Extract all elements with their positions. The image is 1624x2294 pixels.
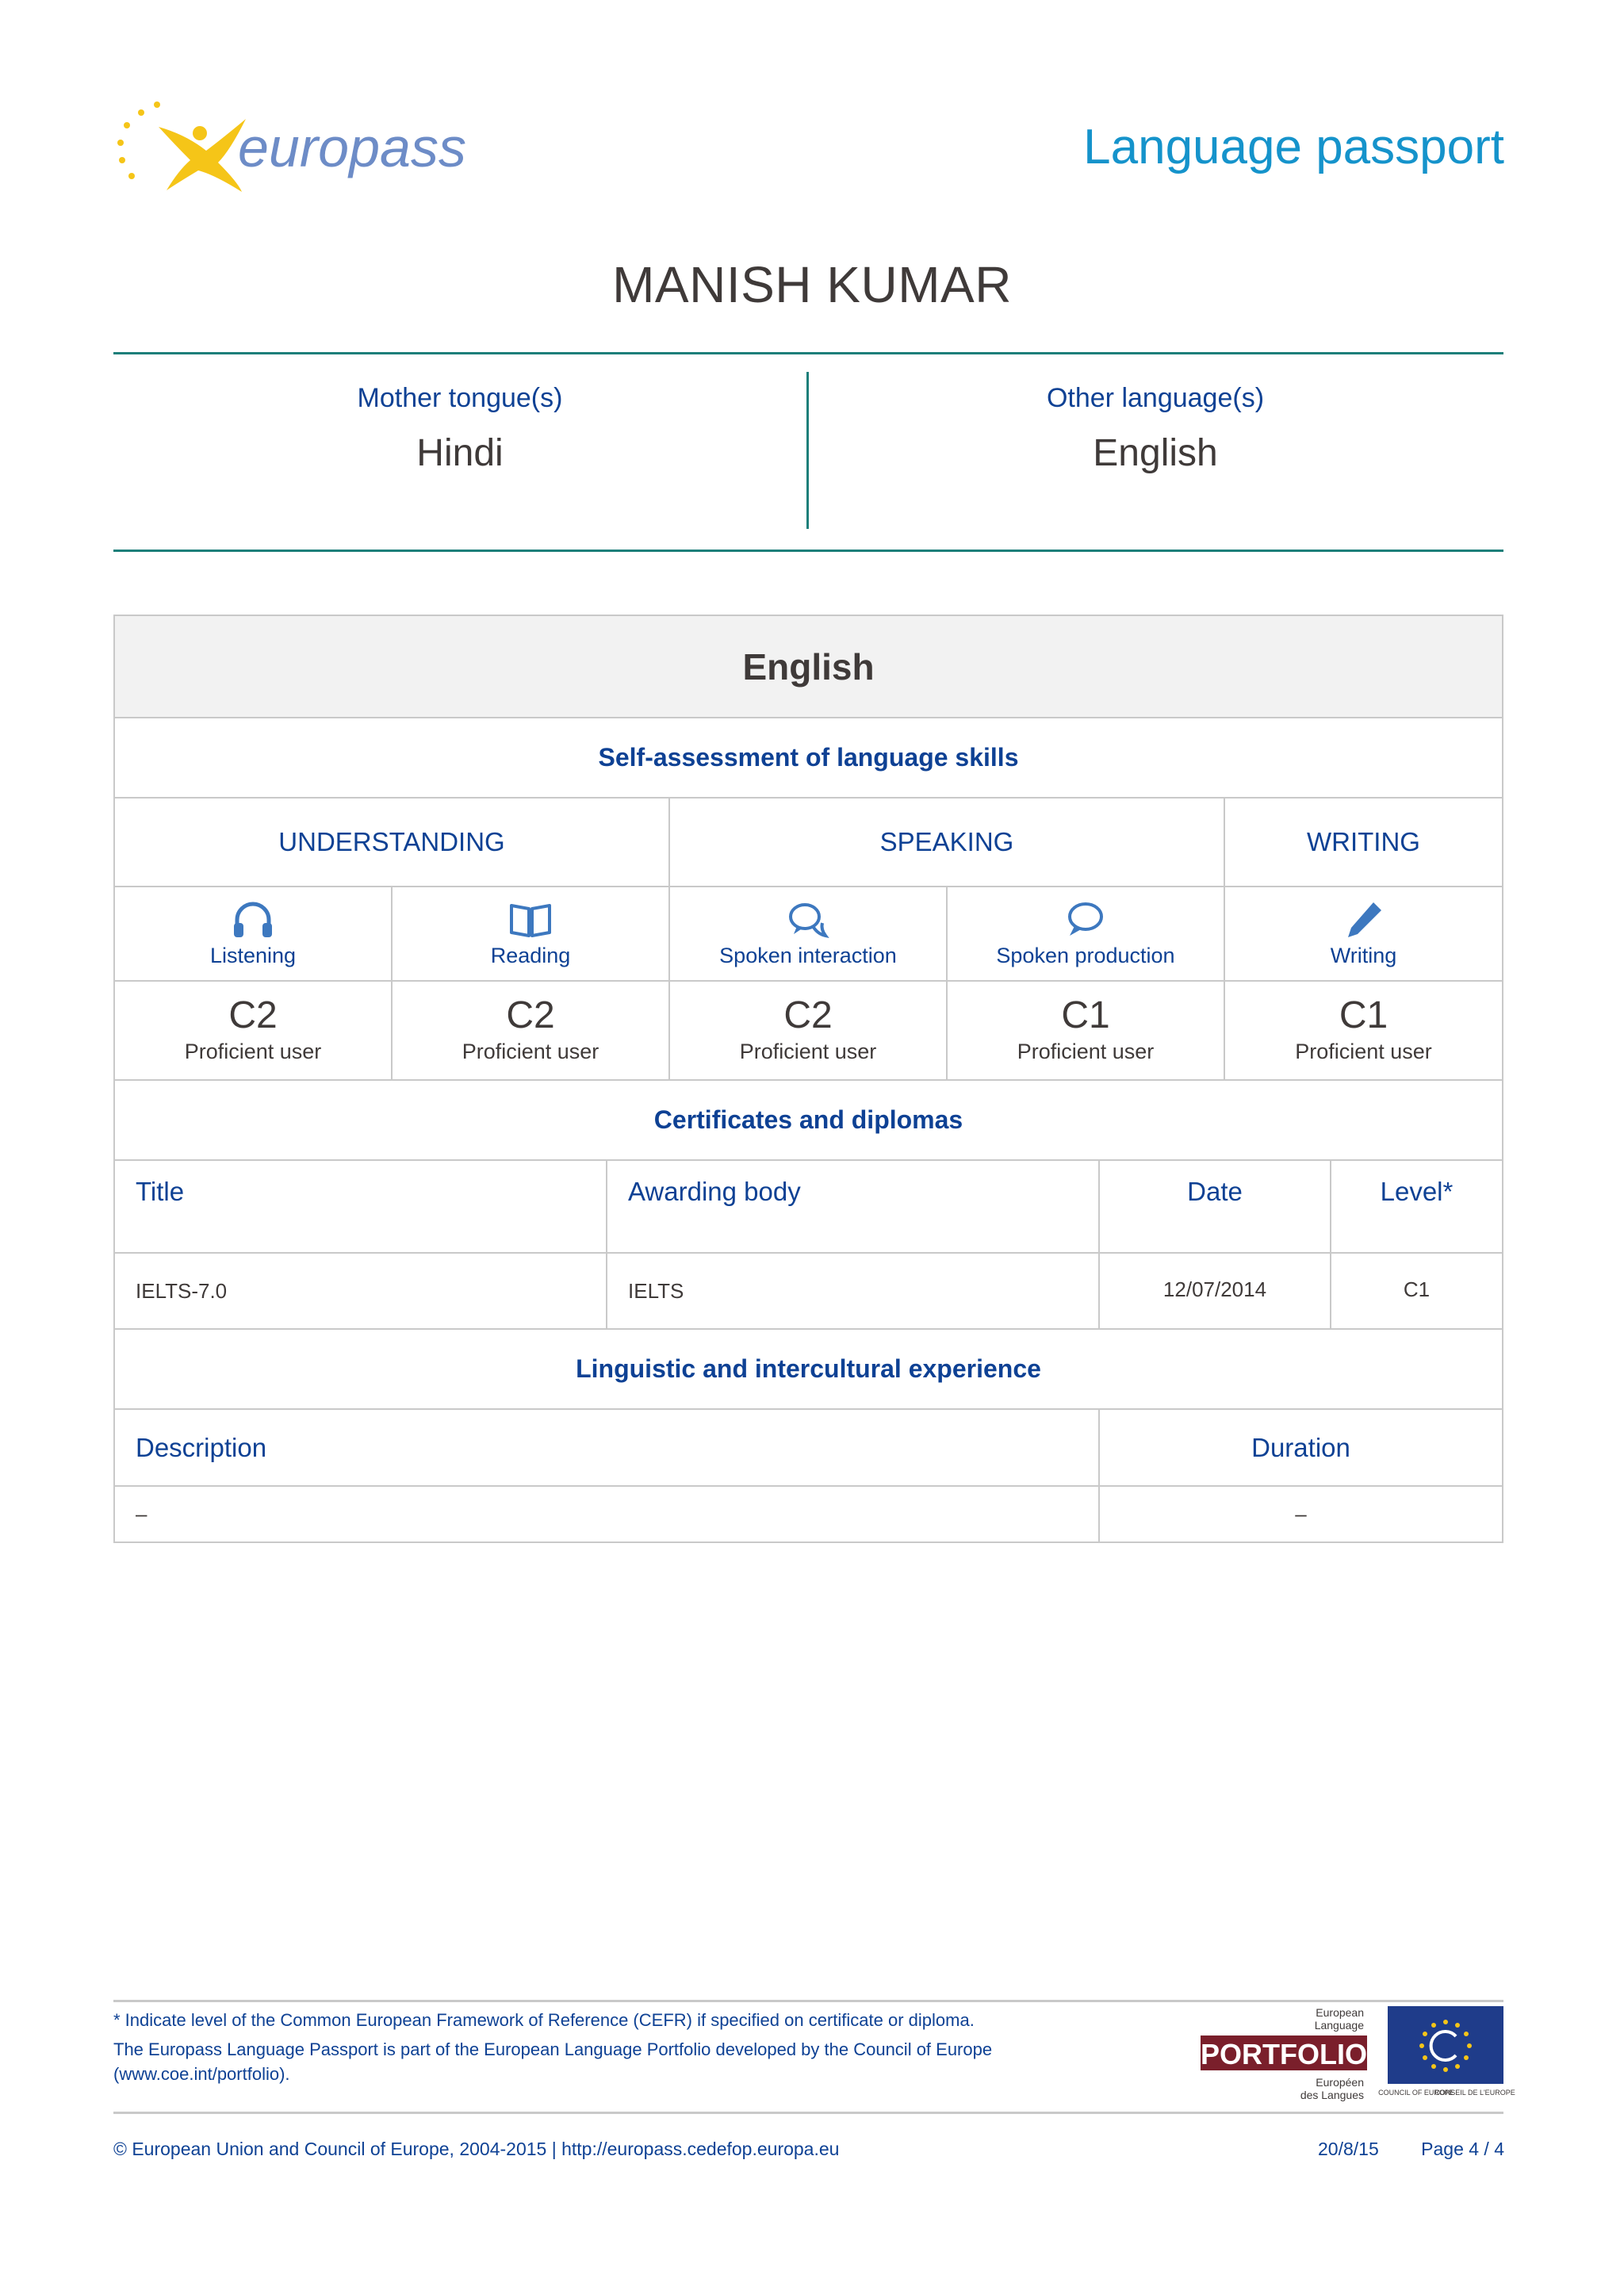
level-description: Proficient user: [1017, 1040, 1155, 1063]
language-heading-row: [115, 616, 1502, 718]
cert-header-date: Date: [1100, 1161, 1331, 1252]
experience-title-row: [115, 1330, 1502, 1410]
other-languages-column: [809, 383, 1502, 475]
skill-reading: [393, 887, 670, 980]
cert-date-cell: 12/07/2014: [1100, 1254, 1331, 1328]
page-number: Page 4 / 4: [1421, 2139, 1504, 2159]
exp-header-description: Description: [115, 1410, 1100, 1485]
exp-header-duration: Duration: [1251, 1432, 1350, 1462]
exp-duration-cell: –: [1295, 1502, 1307, 1526]
svg-text:Européen: Européen: [1316, 2076, 1364, 2089]
level-row: [115, 982, 1502, 1081]
other-languages-label: Other language(s): [1046, 383, 1265, 413]
svg-text:European: European: [1316, 2006, 1364, 2019]
skill-listening: [115, 887, 393, 980]
skill-label: Spoken interaction: [719, 944, 897, 967]
skill-label: Writing: [1330, 944, 1397, 967]
level-description: Proficient user: [1295, 1040, 1432, 1063]
table-row: [115, 1254, 1502, 1330]
skill-spoken-production: [948, 887, 1225, 980]
skill-label: Reading: [490, 944, 571, 967]
level-description: Proficient user: [462, 1040, 599, 1063]
footer-notes: [113, 2008, 1065, 2091]
level-description: Proficient user: [184, 1040, 322, 1063]
level-description: Proficient user: [739, 1040, 877, 1063]
experience-title: Linguistic and intercultural experience: [576, 1354, 1041, 1383]
certificates-title-row: [115, 1081, 1502, 1161]
experience-header-row: [115, 1410, 1502, 1487]
cert-awarding-body-cell: IELTS: [607, 1254, 1100, 1328]
svg-text:PORTFOLIO: PORTFOLIO: [1201, 2038, 1367, 2070]
speech-bubble-icon: [1063, 899, 1108, 940]
pencil-icon: [1342, 899, 1386, 940]
level-spoken-production: [948, 982, 1225, 1079]
cert-header-awarding-body: Awarding body: [607, 1161, 1100, 1252]
footer-date: 20/8/15: [1318, 2139, 1379, 2159]
mother-tongue-value: Hindi: [416, 432, 504, 474]
self-assessment-title: Self-assessment of language skills: [598, 743, 1019, 772]
book-icon: [508, 899, 553, 940]
council-of-europe-logo: [1378, 2006, 1515, 2105]
exp-description-cell: –: [115, 1487, 1100, 1541]
copyright: © European Union and Council of Europe, 2004-2015 | http://europass.cedefop.europa.eu: [113, 2139, 840, 2159]
cert-header-title: Title: [115, 1161, 607, 1252]
self-assessment-row: [115, 718, 1502, 798]
headphones-icon: [231, 899, 275, 940]
language-heading: English: [742, 645, 875, 687]
cert-title-cell: IELTS-7.0: [115, 1254, 607, 1328]
table-row: [115, 1487, 1502, 1541]
language-summary: [113, 352, 1503, 552]
skill-row: [115, 887, 1502, 982]
category-speaking: SPEAKING: [670, 798, 1225, 886]
category-writing: WRITING: [1307, 827, 1420, 856]
certificates-title: Certificates and diplomas: [653, 1105, 963, 1134]
svg-text:Language: Language: [1314, 2019, 1364, 2032]
level-spoken-interaction: [670, 982, 948, 1079]
logo-wordmark: europass: [238, 117, 466, 178]
svg-text:COUNCIL OF EUROPE: COUNCIL OF EUROPE: [1378, 2089, 1454, 2097]
level-writing: [1225, 982, 1502, 1079]
svg-text:des Langues: des Langues: [1300, 2089, 1364, 2101]
cefr-note: * Indicate level of the Common European Framework of Reference (CEFR) if specified on certificate or diploma.: [113, 2010, 975, 2030]
document-title: Language passport: [1083, 120, 1504, 174]
chat-bubbles-icon: [786, 899, 830, 940]
portfolio-note: The Europass Language Passport is part of the European Language Portfolio developed by the Council of Europe (www.coe.int/portfolio).: [113, 2039, 993, 2084]
footer-rule-bottom: [113, 2112, 1503, 2114]
svg-text:CONSEIL DE L'EUROPE: CONSEIL DE L'EUROPE: [1434, 2089, 1515, 2097]
skill-spoken-interaction: [670, 887, 948, 980]
level-reading: [393, 982, 670, 1079]
mother-tongue-label: Mother tongue(s): [357, 383, 563, 413]
certificates-header-row: [115, 1161, 1502, 1254]
mother-tongue-column: [113, 383, 806, 475]
skill-label: Listening: [209, 944, 297, 967]
cert-level-cell: C1: [1403, 1277, 1431, 1301]
person-name: MANISH KUMAR: [612, 256, 1012, 313]
skill-label: Spoken production: [996, 944, 1175, 967]
footer-rule-top: [113, 2000, 1503, 2002]
other-languages-value: English: [1093, 432, 1218, 474]
portfolio-logo: [1199, 2004, 1369, 2107]
language-table: [113, 615, 1503, 1543]
europass-logo: [111, 95, 476, 198]
skill-writing: [1225, 887, 1502, 980]
level-code: C1: [1061, 994, 1110, 1036]
level-code: C2: [783, 994, 833, 1036]
level-code: C2: [506, 994, 555, 1036]
category-row: [115, 798, 1502, 887]
category-understanding: UNDERSTANDING: [115, 798, 670, 886]
level-code: C2: [228, 994, 278, 1036]
level-code: C1: [1339, 994, 1388, 1036]
cert-header-level: Level*: [1380, 1177, 1454, 1206]
level-listening: [115, 982, 393, 1079]
